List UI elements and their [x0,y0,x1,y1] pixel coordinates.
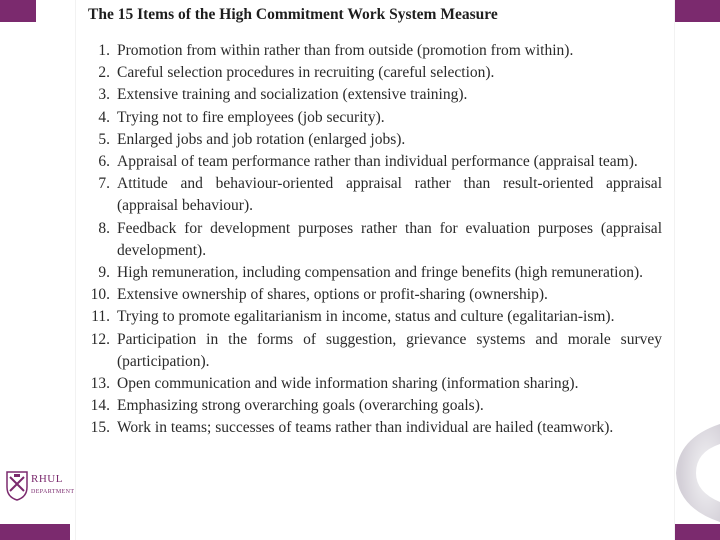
list-item [76,107,662,129]
item-number: 14. [90,397,110,415]
item-number: 9. [98,264,110,282]
list-item [76,40,662,62]
list-item [76,329,662,373]
item-number: 10. [90,286,110,304]
item-text: High remuneration, including compensation and fringe benefits (high remuneration). [117,264,643,282]
accent-bar-top-right [674,0,720,22]
item-text: Trying not to fire employees (job security). [117,108,385,126]
list-item [76,306,662,328]
logo-subtext: DEPARTMENT [31,489,75,495]
decorative-swirl [668,418,720,528]
item-text: Appraisal of team performance rather than individual performance (appraisal team). [117,153,638,171]
item-text: Promotion from within rather than from outside (promotion from within). [117,42,574,59]
list-item [76,284,662,306]
item-number: 12. [90,330,110,348]
logo [6,471,78,507]
accent-bar-top-left [0,0,36,22]
item-number: 7. [98,175,110,193]
item-text: Extensive training and socialization (extensive training). [117,86,468,104]
item-number: 3. [98,86,110,104]
accent-bar-bottom-left [0,524,70,540]
item-number: 11. [91,308,110,326]
list-item [76,262,662,284]
list-item [76,373,662,395]
list-item [76,62,662,84]
item-text: Participation in the forms of suggestion, grievance systems and morale survey (participation). [117,330,662,370]
item-text: Enlarged jobs and job rotation (enlarged jobs). [117,130,406,148]
item-number: 6. [98,153,110,171]
item-text: Feedback for development purposes rather than for evaluation purposes (appraisal development). [117,219,662,259]
logo-text: RHUL [31,473,63,485]
item-text: Work in teams; successes of teams rather than individual are hailed (teamwork). [117,419,614,437]
list-item [76,84,662,106]
list-item [76,395,662,417]
list-item [76,218,662,262]
items-list [76,40,662,440]
item-text: Careful selection procedures in recruiting (careful selection). [117,64,495,82]
item-number: 13. [90,375,110,393]
document-image [76,0,674,540]
item-number: 5. [98,130,110,148]
document-title: The 15 Items of the High Commitment Work System Measure [88,6,498,23]
item-number: 15. [90,419,110,437]
crest-shield-icon [6,471,28,501]
item-text: Extensive ownership of shares, options or profit-sharing (ownership). [117,286,548,304]
item-number: 1. [98,42,110,59]
list-item [76,417,662,439]
list-item [76,129,662,151]
list-item [76,173,662,217]
item-text: Attitude and behaviour-oriented appraisal rather than result-oriented appraisal (appraisal behaviour). [117,175,662,215]
item-text: Trying to promote egalitarianism in income, status and culture (egalitarian-ism). [117,308,615,326]
item-text: Open communication and wide information sharing (information sharing). [117,375,579,393]
list-item [76,151,662,173]
item-number: 2. [98,64,110,82]
item-number: 8. [98,219,110,237]
item-text: Emphasizing strong overarching goals (overarching goals). [117,397,484,415]
item-number: 4. [98,108,110,126]
